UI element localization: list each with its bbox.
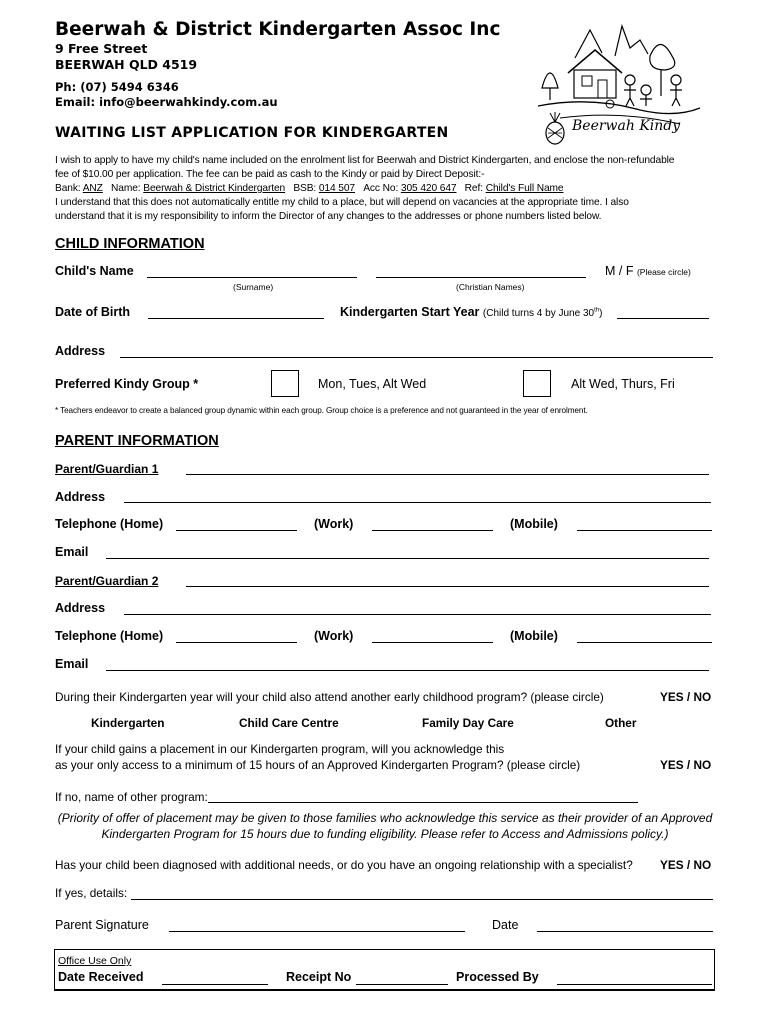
details-field[interactable]	[131, 899, 713, 900]
other-program-name-field[interactable]	[208, 802, 638, 803]
gender-selector[interactable]	[605, 264, 691, 278]
account-name-value: Beerwah & District Kindergarten	[143, 183, 286, 194]
start-year-label	[340, 305, 602, 319]
bsb-value: 014 507	[318, 183, 355, 194]
group-option-2-checkbox[interactable]	[523, 370, 551, 397]
group-note: * Teachers endeavor to create a balanced group dynamic within each group. Group choice is a preference and not guaranteed in the year of enrolment.	[55, 406, 588, 415]
processed-by-label: Processed By	[456, 970, 539, 984]
guardian-1-work-phone-label: (Work)	[314, 517, 354, 531]
priority-note-line-1: (Priority of offer of placement may be given to those families who acknowledge this service as their provider of an Approved	[57, 811, 713, 825]
option-child-care[interactable]: Child Care Centre	[239, 716, 339, 730]
kindy-logo	[530, 18, 705, 148]
gender-options: M / F	[605, 264, 634, 278]
guardian-1-home-phone-field[interactable]	[176, 530, 297, 531]
guardian-1-email-label: Email	[55, 545, 89, 559]
city-address: BEERWAH QLD 4519	[55, 57, 198, 72]
bank-label: Bank:	[55, 183, 83, 194]
guardian-2-work-phone-field[interactable]	[372, 642, 493, 643]
date-received-label: Date Received	[58, 970, 144, 984]
other-program-name-label: If no, name of other program:	[55, 790, 208, 804]
group-option-2-label: Alt Wed, Thurs, Fri	[571, 377, 675, 391]
dob-label: Date of Birth	[55, 305, 130, 319]
guardian-2-email-field[interactable]	[106, 670, 709, 671]
signature-label: Parent Signature	[55, 918, 149, 932]
start-year-hint: (Child turns 4 by June 30th)	[482, 307, 603, 319]
child-address-label: Address	[55, 344, 106, 358]
acc-label: Acc No:	[363, 183, 401, 194]
additional-needs-answer[interactable]: YES / NO	[660, 858, 712, 872]
placement-question-line-2: as your only access to a minimum of 15 hours of an Approved Kindergarten Program? (please circle)	[55, 758, 581, 772]
guardian-1-field[interactable]	[186, 474, 709, 475]
guardian-2-email-label: Email	[55, 657, 89, 671]
additional-needs-question: Has your child been diagnosed with additional needs, or do you have an ongoing relationship with a specialist?	[55, 858, 633, 872]
guardian-1-address-field[interactable]	[124, 502, 711, 503]
bank-value: ANZ	[82, 183, 103, 194]
kindy-group-label: Preferred Kindy Group *	[55, 377, 199, 391]
start-year-text: Kindergarten Start Year	[340, 305, 480, 319]
christian-names-hint: (Christian Names)	[456, 282, 525, 292]
date-received-field[interactable]	[162, 984, 268, 985]
guardian-1-label: Parent/Guardian 1	[55, 462, 159, 476]
details-label: If yes, details:	[55, 886, 128, 900]
start-year-field[interactable]	[617, 318, 709, 319]
dob-field[interactable]	[148, 318, 324, 319]
child-info-heading: CHILD INFORMATION	[55, 236, 205, 252]
acc-value: 305 420 647	[400, 183, 457, 194]
guardian-2-mobile-label: (Mobile)	[510, 629, 558, 643]
guardian-1-email-field[interactable]	[106, 558, 709, 559]
option-kindergarten[interactable]: Kindergarten	[91, 716, 165, 730]
account-name-label: Name:	[111, 183, 144, 194]
other-program-answer[interactable]: YES / NO	[660, 690, 712, 704]
option-family-day-care[interactable]: Family Day Care	[422, 716, 514, 730]
group-option-1-label: Mon, Tues, Alt Wed	[318, 377, 427, 391]
email-address: Email: info@beerwahkindy.com.au	[55, 95, 278, 109]
guardian-1-mobile-field[interactable]	[577, 530, 712, 531]
street-address: 9 Free Street	[55, 41, 148, 56]
surname-hint: (Surname)	[233, 282, 274, 292]
logo-text: Beerwah Kindy	[572, 118, 681, 134]
placement-answer[interactable]: YES / NO	[660, 758, 712, 772]
priority-note-line-2: Kindergarten Program for 15 hours due to funding eligibility. Please refer to Access and Admissions policy.)	[101, 827, 669, 841]
child-address-field[interactable]	[120, 357, 713, 358]
christian-names-field[interactable]	[376, 277, 586, 278]
parent-info-heading: PARENT INFORMATION	[55, 433, 219, 449]
org-name: Beerwah & District Kindergarten Assoc Inc	[55, 19, 501, 40]
guardian-2-work-phone-label: (Work)	[314, 629, 354, 643]
receipt-no-label: Receipt No	[286, 970, 352, 984]
office-use-heading: Office Use Only	[58, 955, 132, 967]
ref-value: Child's Full Name	[485, 183, 564, 194]
group-option-1-checkbox[interactable]	[271, 370, 299, 397]
intro-line-4: I understand that this does not automatically entitle my child to a place, but will depend on vacancies at the appropriate time. I also	[55, 197, 629, 208]
child-name-label: Child's Name	[55, 264, 134, 278]
date-field[interactable]	[537, 931, 713, 932]
signature-field[interactable]	[169, 931, 465, 932]
guardian-2-address-label: Address	[55, 601, 106, 615]
guardian-1-address-label: Address	[55, 490, 106, 504]
intro-line-2: fee of $10.00 per application. The fee can be paid as cash to the Kindy or paid by Direct Deposit:-	[55, 169, 485, 180]
bank-details	[55, 183, 564, 194]
other-program-question: During their Kindergarten year will your child also attend another early childhood program? (please circle)	[55, 690, 604, 704]
ref-label: Ref:	[464, 183, 486, 194]
date-label: Date	[492, 918, 519, 932]
guardian-2-mobile-field[interactable]	[577, 642, 712, 643]
intro-line-5: understand that it is my responsibility to inform the Director of any changes to the addresses or phone numbers listed below.	[55, 211, 602, 222]
intro-line-1: I wish to apply to have my child's name included on the enrolment list for Beerwah and District Kindergarten, and enclose the non-refundable	[55, 155, 675, 166]
placement-question-line-1: If your child gains a placement in our Kindergarten program, will you acknowledge this	[55, 742, 505, 756]
option-other[interactable]: Other	[605, 716, 637, 730]
guardian-2-home-phone-label: Telephone (Home)	[55, 629, 164, 643]
receipt-no-field[interactable]	[356, 984, 448, 985]
guardian-1-work-phone-field[interactable]	[372, 530, 493, 531]
bsb-label: BSB:	[293, 183, 319, 194]
gender-hint: (Please circle)	[636, 267, 691, 277]
processed-by-field[interactable]	[557, 984, 712, 985]
phone-number: Ph: (07) 5494 6346	[55, 80, 179, 94]
surname-field[interactable]	[147, 277, 357, 278]
guardian-1-home-phone-label: Telephone (Home)	[55, 517, 164, 531]
guardian-2-home-phone-field[interactable]	[176, 642, 297, 643]
guardian-2-address-field[interactable]	[124, 614, 711, 615]
guardian-2-field[interactable]	[186, 586, 709, 587]
guardian-2-label: Parent/Guardian 2	[55, 574, 159, 588]
form-title: WAITING LIST APPLICATION FOR KINDERGARTEN	[55, 125, 449, 141]
guardian-1-mobile-label: (Mobile)	[510, 517, 558, 531]
